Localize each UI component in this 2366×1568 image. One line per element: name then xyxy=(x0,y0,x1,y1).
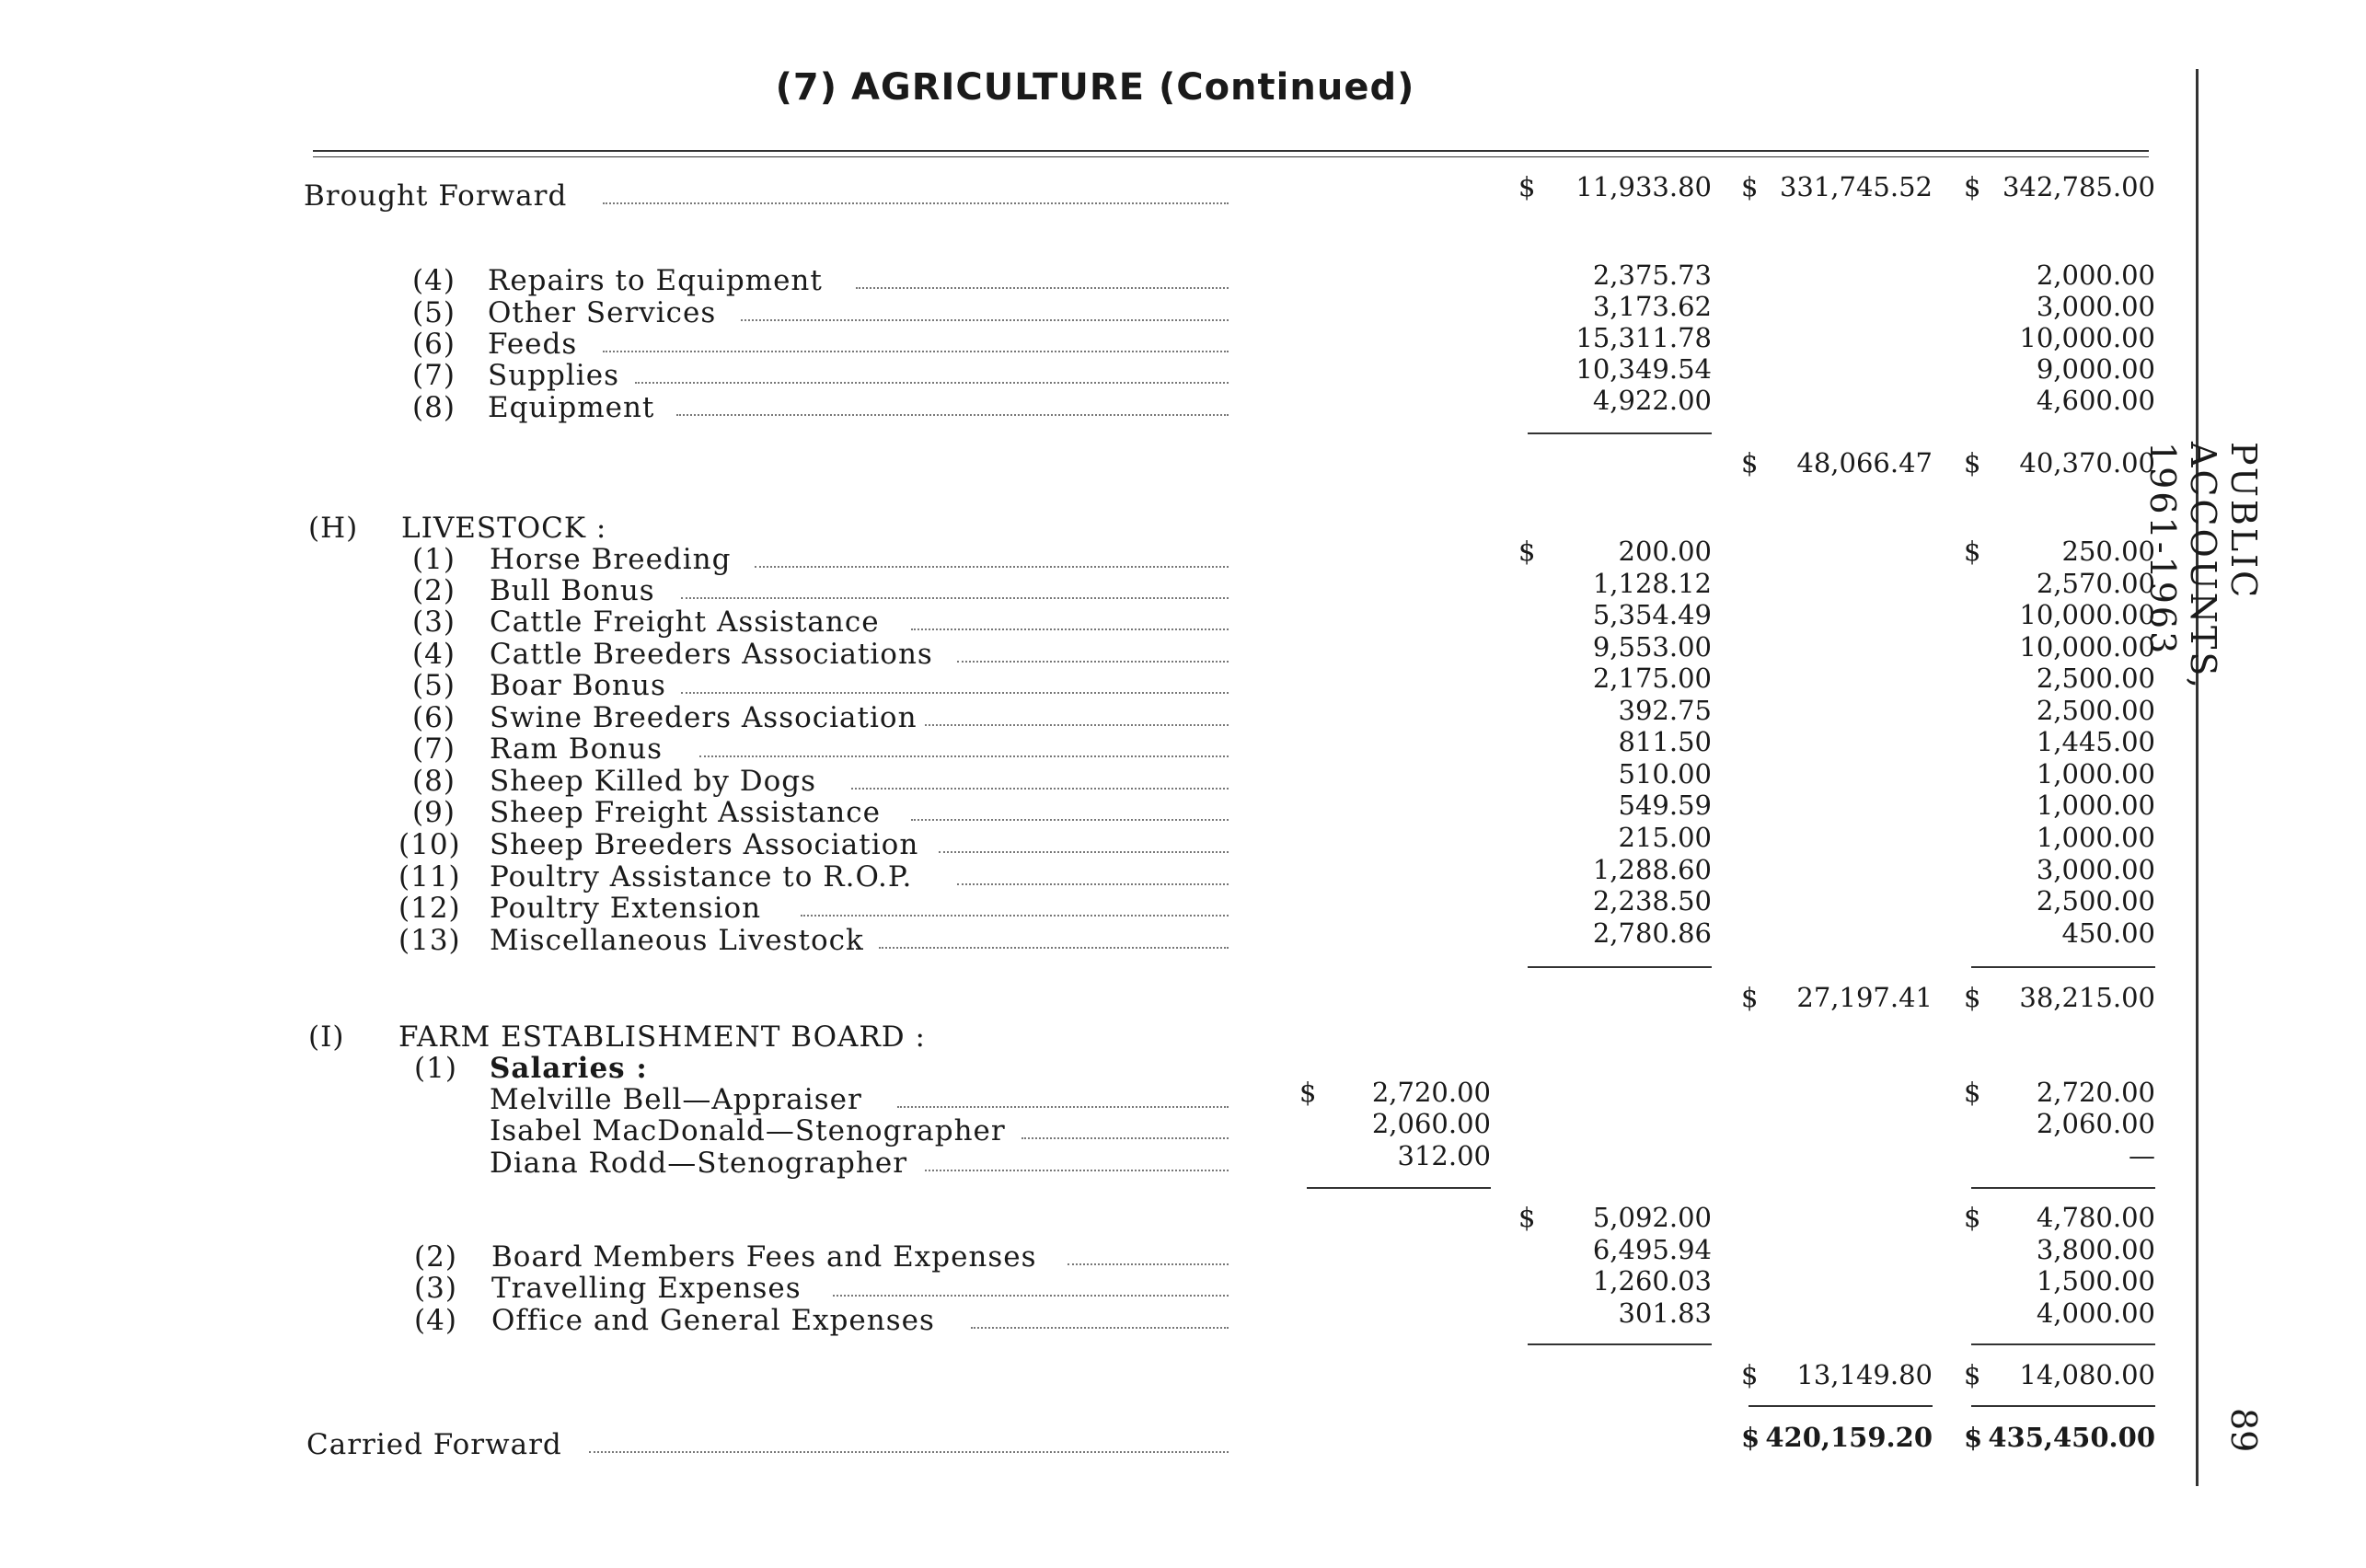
dot-leader xyxy=(676,414,1229,416)
currency-sign: $ xyxy=(1964,1202,1981,1233)
subtotal-rule xyxy=(1971,1187,2155,1189)
item-actual: 9,553.00 xyxy=(1592,631,1712,663)
item-actual: 6,495.94 xyxy=(1592,1234,1712,1265)
currency-sign: $ xyxy=(1964,447,1981,478)
dot-leader xyxy=(911,819,1229,821)
item-actual: 1,260.03 xyxy=(1592,1265,1712,1297)
item-actual: 811.50 xyxy=(1618,726,1712,757)
item-actual: 15,311.78 xyxy=(1575,322,1712,353)
item-estimate: 2,500.00 xyxy=(2036,663,2155,694)
currency-sign: $ xyxy=(1964,536,1981,567)
item-estimate: 250.00 xyxy=(2061,536,2155,567)
item-estimate: 1,000.00 xyxy=(2036,758,2155,790)
dot-leader xyxy=(681,692,1229,694)
salaries-subtotal: 5,092.00 xyxy=(1592,1202,1712,1233)
item-label: Feeds xyxy=(488,328,578,361)
dot-leader xyxy=(856,287,1229,289)
item-num: (2) xyxy=(412,574,456,607)
item-num: (6) xyxy=(412,701,456,734)
item-label: Ram Bonus xyxy=(490,732,664,766)
item-num: (5) xyxy=(412,296,456,329)
subtotal-rule xyxy=(1971,1343,2155,1345)
item-actual: 2,780.86 xyxy=(1592,917,1712,949)
currency-sign: $ xyxy=(1518,1202,1536,1233)
item-num: (6) xyxy=(412,328,456,361)
item-num: (1) xyxy=(412,543,456,576)
staff-estimate: 2,060.00 xyxy=(2036,1108,2155,1139)
subtotal-rule xyxy=(1528,966,1712,968)
item-actual: 10,349.54 xyxy=(1575,353,1712,385)
title-rule-bottom xyxy=(313,156,2149,157)
group-g-total-actual: 48,066.47 xyxy=(1796,447,1933,478)
item-actual: 3,173.62 xyxy=(1592,291,1712,322)
dot-leader xyxy=(741,319,1229,321)
item-label: Poultry Extension xyxy=(490,892,762,925)
dot-leader xyxy=(851,788,1229,790)
item-num: (4) xyxy=(414,1304,457,1337)
section-letter: (H) xyxy=(308,512,359,545)
dot-leader xyxy=(957,661,1229,663)
item-estimate: 1,500.00 xyxy=(2036,1265,2155,1297)
total-rule xyxy=(1971,1405,2155,1407)
item-estimate: 1,000.00 xyxy=(2036,822,2155,853)
dot-leader xyxy=(603,202,1229,204)
dot-leader xyxy=(603,351,1229,352)
item-estimate: 450.00 xyxy=(2061,917,2155,949)
item-actual: 5,354.49 xyxy=(1592,599,1712,630)
item-actual: 1,128.12 xyxy=(1592,568,1712,599)
item-label: Office and General Expenses xyxy=(491,1304,935,1337)
staff-name: Diana Rodd—Stenographer xyxy=(490,1147,908,1180)
item-label: Cattle Freight Assistance xyxy=(490,605,880,639)
item-estimate: 9,000.00 xyxy=(2036,353,2155,385)
item-estimate: 4,600.00 xyxy=(2036,385,2155,416)
side-header: PUBLIC ACCOUNTS, 1961-1963 xyxy=(2142,442,2264,692)
section-letter: (I) xyxy=(308,1020,345,1054)
item-estimate: 4,000.00 xyxy=(2036,1297,2155,1329)
item-label: Sheep Breeders Association xyxy=(490,828,919,861)
group-g-total-estimate: 40,370.00 xyxy=(2019,447,2155,478)
item-num: (7) xyxy=(412,732,456,766)
staff-salary: 2,720.00 xyxy=(1371,1077,1491,1108)
item-actual: 510.00 xyxy=(1618,758,1712,790)
item-estimate: 2,000.00 xyxy=(2036,259,2155,291)
carried-forward-col5: 435,450.00 xyxy=(1988,1422,2155,1453)
item-label: Cattle Breeders Associations xyxy=(490,638,933,671)
currency-sign: $ xyxy=(1741,1359,1759,1390)
item-num: (3) xyxy=(412,605,456,639)
dot-leader xyxy=(911,628,1229,630)
item-label: Poultry Assistance to R.O.P. xyxy=(490,860,913,894)
item-estimate: 10,000.00 xyxy=(2019,322,2155,353)
item-label: Other Services xyxy=(488,296,717,329)
item-actual: 200.00 xyxy=(1618,536,1712,567)
dot-leader xyxy=(1021,1137,1229,1139)
item-label: Board Members Fees and Expenses xyxy=(491,1240,1037,1274)
salaries-heading: Salaries : xyxy=(490,1052,648,1085)
item-actual: 301.83 xyxy=(1618,1297,1712,1329)
item-label: Travelling Expenses xyxy=(491,1272,802,1305)
item-estimate: 2,500.00 xyxy=(2036,885,2155,917)
subtotal-rule xyxy=(1528,432,1712,434)
item-num: (12) xyxy=(398,892,461,925)
total-rule xyxy=(1749,1405,1933,1407)
currency-sign: $ xyxy=(1299,1077,1317,1108)
currency-sign: $ xyxy=(1964,1359,1981,1390)
currency-sign: $ xyxy=(1518,171,1536,202)
dot-leader xyxy=(925,1170,1229,1171)
item-actual: 2,175.00 xyxy=(1592,663,1712,694)
item-estimate: 2,570.00 xyxy=(2036,568,2155,599)
item-num: (5) xyxy=(412,669,456,702)
item-label: Miscellaneous Livestock xyxy=(490,924,864,957)
item-estimate: 10,000.00 xyxy=(2019,631,2155,663)
dot-leader xyxy=(897,1106,1229,1108)
dot-leader xyxy=(925,724,1229,726)
item-label: Swine Breeders Association xyxy=(490,701,918,734)
section-heading: FARM ESTABLISHMENT BOARD : xyxy=(398,1020,926,1054)
dot-leader xyxy=(681,597,1229,599)
dot-leader xyxy=(879,947,1229,949)
currency-sign: $ xyxy=(1741,982,1759,1013)
item-estimate: 3,000.00 xyxy=(2036,291,2155,322)
item-num: (11) xyxy=(398,860,461,894)
staff-name: Isabel MacDonald—Stenographer xyxy=(490,1114,1006,1147)
item-num: (10) xyxy=(398,828,461,861)
staff-salary: 312.00 xyxy=(1397,1140,1491,1171)
item-label: Repairs to Equipment xyxy=(488,264,823,297)
currency-sign: $ xyxy=(1518,536,1536,567)
staff-estimate: — xyxy=(2129,1140,2155,1171)
item-estimate: 2,500.00 xyxy=(2036,695,2155,726)
margin-rule xyxy=(2196,69,2199,1486)
carried-forward-col4: 420,159.20 xyxy=(1765,1422,1933,1453)
staff-name: Melville Bell—Appraiser xyxy=(490,1083,862,1116)
staff-estimate: 2,720.00 xyxy=(2036,1077,2155,1108)
subtotal-rule xyxy=(1971,966,2155,968)
item-num: (7) xyxy=(412,359,456,392)
item-actual: 4,922.00 xyxy=(1592,385,1712,416)
item-label: Boar Bonus xyxy=(490,669,666,702)
item-num: (2) xyxy=(414,1240,457,1274)
currency-sign: $ xyxy=(1964,1422,1983,1453)
item-num: (1) xyxy=(414,1052,457,1085)
item-label: Bull Bonus xyxy=(490,574,655,607)
item-num: (4) xyxy=(412,638,456,671)
page-number: 89 xyxy=(2223,1408,2264,1453)
livestock-total-estimate: 38,215.00 xyxy=(2019,982,2155,1013)
dot-leader xyxy=(699,755,1229,757)
item-actual: 1,288.60 xyxy=(1592,854,1712,885)
farm-board-total-actual: 13,149.80 xyxy=(1796,1359,1933,1390)
item-actual: 392.75 xyxy=(1618,695,1712,726)
item-num: (13) xyxy=(398,924,461,957)
dot-leader xyxy=(589,1451,1229,1453)
dot-leader xyxy=(957,883,1229,885)
item-num: (8) xyxy=(412,765,456,798)
item-actual: 2,238.50 xyxy=(1592,885,1712,917)
dot-leader xyxy=(971,1327,1229,1329)
item-num: (9) xyxy=(412,796,456,829)
dot-leader xyxy=(755,566,1229,568)
item-actual: 2,375.73 xyxy=(1592,259,1712,291)
item-label: Equipment xyxy=(488,391,655,424)
dot-leader xyxy=(1068,1263,1229,1265)
item-label: Horse Breeding xyxy=(490,543,732,576)
currency-sign: $ xyxy=(1741,171,1759,202)
dot-leader xyxy=(635,382,1229,384)
item-actual: 215.00 xyxy=(1618,822,1712,853)
item-label: Supplies xyxy=(488,359,619,392)
dot-leader xyxy=(833,1295,1229,1297)
item-label: Sheep Killed by Dogs xyxy=(490,765,817,798)
item-num: (8) xyxy=(412,391,456,424)
brought-forward-col3: 11,933.80 xyxy=(1575,171,1712,202)
brought-forward-col5: 342,785.00 xyxy=(2002,171,2155,202)
currency-sign: $ xyxy=(1964,1077,1981,1108)
currency-sign: $ xyxy=(1964,171,1981,202)
salaries-estimate: 4,780.00 xyxy=(2036,1202,2155,1233)
item-actual: 549.59 xyxy=(1618,790,1712,821)
title-rule-top xyxy=(313,150,2149,152)
livestock-total-actual: 27,197.41 xyxy=(1796,982,1933,1013)
dot-leader xyxy=(939,851,1229,853)
dot-leader xyxy=(801,915,1229,917)
subtotal-rule xyxy=(1528,1343,1712,1345)
item-estimate: 1,445.00 xyxy=(2036,726,2155,757)
carried-forward-label: Carried Forward xyxy=(306,1428,562,1461)
item-estimate: 10,000.00 xyxy=(2019,599,2155,630)
item-num: (4) xyxy=(412,264,456,297)
staff-salary: 2,060.00 xyxy=(1371,1108,1491,1139)
farm-board-total-estimate: 14,080.00 xyxy=(2019,1359,2155,1390)
item-estimate: 1,000.00 xyxy=(2036,790,2155,821)
brought-forward-col4: 331,745.52 xyxy=(1779,171,1933,202)
brought-forward-label: Brought Forward xyxy=(304,179,568,213)
currency-sign: $ xyxy=(1741,1422,1760,1453)
currency-sign: $ xyxy=(1964,982,1981,1013)
item-num: (3) xyxy=(414,1272,457,1305)
item-estimate: 3,800.00 xyxy=(2036,1234,2155,1265)
page-title: (7) AGRICULTURE (Continued) xyxy=(775,66,1415,109)
section-heading: LIVESTOCK : xyxy=(401,512,607,545)
currency-sign: $ xyxy=(1741,447,1759,478)
item-label: Sheep Freight Assistance xyxy=(490,796,881,829)
item-estimate: 3,000.00 xyxy=(2036,854,2155,885)
subtotal-rule xyxy=(1307,1187,1491,1189)
